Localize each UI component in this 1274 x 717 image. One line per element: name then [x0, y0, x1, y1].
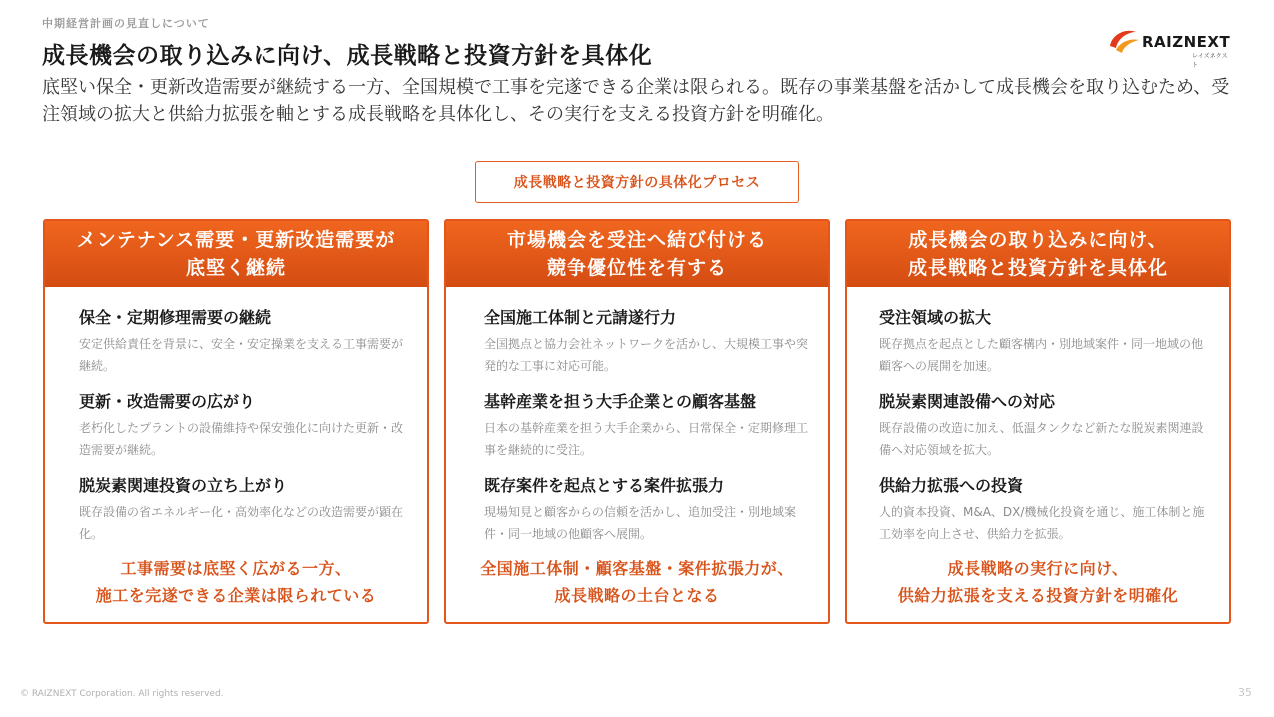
column-advantage	[444, 219, 830, 624]
column-header-line: 競争優位性を有する	[546, 257, 727, 279]
item-title: 全国施工体制と元請遂行力	[484, 308, 677, 327]
company-logo	[1106, 26, 1231, 69]
conclusion-line: 工事需要は底堅く広がる一方、	[120, 559, 352, 578]
column-header-line: 成長戦略と投資方針を具体化	[907, 257, 1168, 279]
column-conclusion	[45, 555, 427, 609]
list-item	[879, 305, 1229, 389]
column-conclusion	[847, 555, 1229, 609]
item-description: 老朽化したプラントの設備維持や保安強化に向けた更新・改造需要が継続。	[79, 421, 404, 457]
list-item	[484, 389, 828, 473]
item-title: 既存案件を起点とする案件拡張力	[484, 476, 725, 495]
list-item	[79, 305, 427, 389]
list-item	[879, 389, 1229, 473]
list-item	[484, 473, 828, 557]
section-kicker: 中期経営計画の見直しについて	[42, 17, 210, 30]
item-title: 受注領域の拡大	[879, 308, 992, 327]
item-description: 現場知見と顧客からの信頼を活かし、追加受注・別地域案件・同一地域の他顧客へ展開。	[484, 505, 797, 541]
logo-wordmark: RAIZNEXT	[1142, 33, 1231, 51]
conclusion-line: 全国施工体制・顧客基盤・案件拡張力が、	[480, 559, 794, 578]
page-title: 成長機会の取り込みに向け、成長戦略と投資方針を具体化	[42, 43, 653, 69]
column-header-line: 底堅く継続	[185, 257, 286, 279]
item-description: 既存拠点を起点とした顧客構内・別地域案件・同一地域の他顧客への展開を加速。	[879, 337, 1204, 373]
column-strategy	[845, 219, 1231, 624]
list-item	[879, 473, 1229, 557]
process-label: 成長戦略と投資方針の具体化プロセス	[475, 161, 799, 203]
logo-subtext: レイズネクスト	[1192, 53, 1228, 69]
column-header-line: 市場機会を受注へ結び付ける	[506, 229, 767, 251]
column-header-line: メンテナンス需要・更新改造需要が	[76, 229, 396, 251]
item-title: 脱炭素関連投資の立ち上がり	[79, 476, 288, 495]
item-description: 人的資本投資、M&A、DX/機械化投資を通じ、施工体制と施工効率を向上させ、供給力を拡張。	[879, 505, 1205, 541]
item-title: 供給力拡張への投資	[879, 476, 1024, 495]
item-description: 全国拠点と協力会社ネットワークを活かし、大規模工事や突発的な工事に対応可能。	[484, 337, 809, 373]
item-title: 基幹産業を担う大手企業との顧客基盤	[484, 392, 757, 411]
column-header-line: 成長機会の取り込みに向け、	[908, 229, 1168, 251]
item-description: 既存設備の改造に加え、低温タンクなど新たな脱炭素関連設備へ対応領域を拡大。	[879, 421, 1204, 457]
column-demand	[43, 219, 429, 624]
item-description: 安定供給責任を背景に、安全・安定操業を支える工事需要が継続。	[79, 337, 404, 373]
copyright-text: © RAIZNEXT Corporation. All rights reserved.	[20, 689, 224, 699]
column-conclusion	[446, 555, 828, 609]
item-title: 脱炭素関連設備への対応	[879, 392, 1056, 411]
item-description: 日本の基幹産業を担う大手企業から、日常保全・定期修理工事を継続的に受注。	[484, 421, 809, 457]
conclusion-line: 施工を完遂できる企業は限られている	[95, 586, 377, 605]
list-item	[79, 473, 427, 557]
logo-mark-icon	[1106, 26, 1142, 56]
item-description: 既存設備の省エネルギー化・高効率化などの改造需要が顕在化。	[79, 505, 404, 541]
column-header	[45, 221, 427, 287]
list-item	[484, 305, 828, 389]
item-title: 更新・改造需要の広がり	[79, 392, 256, 411]
item-title: 保全・定期修理需要の継続	[79, 308, 272, 327]
column-header	[847, 221, 1229, 287]
page-number: 35	[1238, 686, 1252, 699]
conclusion-line: 供給力拡張を支える投資方針を明確化	[897, 586, 1179, 605]
list-item	[79, 389, 427, 473]
lead-paragraph: 底堅い保全・更新改造需要が継続する一方、全国規模で工事を完遂できる企業は限られる。既存の事業基盤を活かして成長機会を取り込むため、受注領域の拡大と供給力拡張を軸とする成長戦略を具体化し、その実行を支える投資方針を明確化。	[42, 77, 1230, 125]
column-header	[446, 221, 828, 287]
conclusion-line: 成長戦略の実行に向け、	[947, 559, 1129, 578]
conclusion-line: 成長戦略の土台となる	[554, 586, 720, 605]
